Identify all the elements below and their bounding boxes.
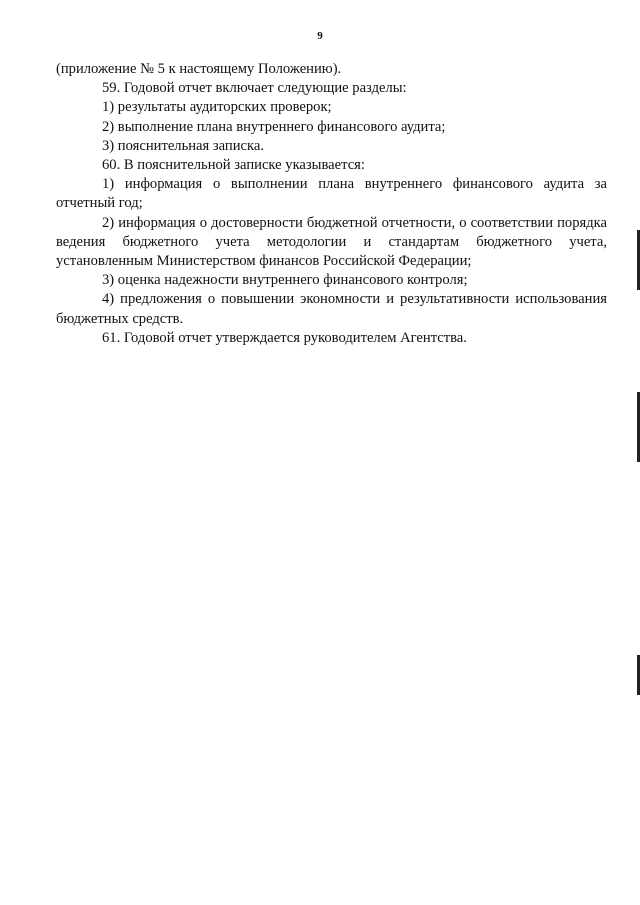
list-item-60-4: 4) предложения о повышении экономности и результативности использования бюджетных средств. [56, 291, 607, 327]
paragraph-60: 60. В пояснительной записке указывается: [102, 157, 365, 174]
list-item-59-2: 2) выполнение плана внутреннего финансового аудита; [102, 118, 446, 135]
list-item-60-1: 1) информация о выполнении плана внутреннего финансового аудита за отчетный год; [56, 176, 607, 212]
paragraph-61: 61. Годовой отчет утверждается руководителем Агентства. [102, 329, 467, 346]
page-number: 9 [317, 30, 323, 42]
paragraph-59: 59. Годовой отчет включает следующие разделы: [102, 80, 407, 97]
paragraph-continuation: (приложение № 5 к настоящему Положению). [56, 61, 342, 77]
list-item-60-2: 2) информация о достоверности бюджетной отчетности, о соответствии порядка ведения бюджетного учета методологии и стандартам бюджетного учета, установленным Министерством финансов Российской Федерации; [56, 214, 607, 270]
list-item-59-1: 1) результаты аудиторских проверок; [102, 99, 332, 116]
document-body [56, 60, 607, 348]
list-item-60-3: 3) оценка надежности внутреннего финансового контроля; [102, 272, 468, 289]
list-item-59-3: 3) пояснительная записка. [102, 137, 265, 154]
